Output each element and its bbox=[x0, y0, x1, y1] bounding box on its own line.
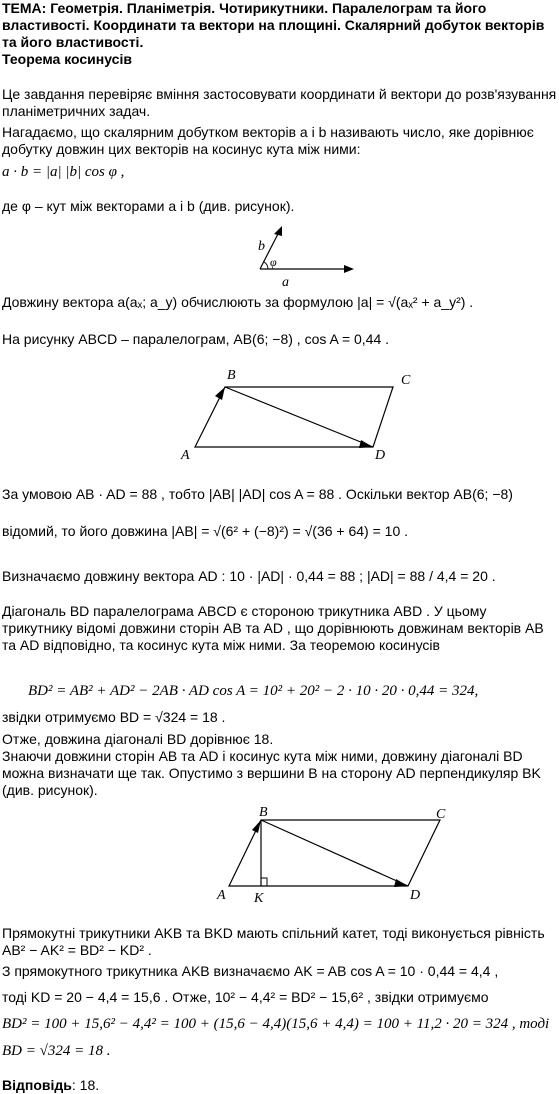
dot-product-definition: Нагадаємо, що скалярним добутком векторів a і b називають число, яке дорівнює добутку довжин цих векторів на косинус кута між ними: bbox=[2, 124, 534, 157]
fig3-vertex-b-label: B bbox=[259, 806, 268, 820]
intro-paragraph: Це завдання перевіряє вміння застосовувати координати й вектори до розв'язування планіметричних задач. bbox=[2, 86, 557, 119]
fig3-vertex-c-label: C bbox=[436, 807, 446, 822]
bd-result-line: звідки отримуємо BD = √324 = 18 . bbox=[2, 709, 226, 725]
bd-squared-formula: BD² = 100 + 15,6² − 4,4² = 100 + (15,6 − 4,4)(15,6 + 4,4) = 100 + 11,2 · 20 = 324 , тоді bbox=[2, 1016, 550, 1032]
dot-product-formula: a · b = |a| |b| cos φ , bbox=[2, 164, 125, 180]
answer-line bbox=[2, 1077, 557, 1094]
page-subtitle: Теорема косинусів bbox=[2, 51, 132, 67]
answer-label: Відповідь bbox=[2, 1077, 72, 1093]
page-title: ТЕМА: Геометрія. Планіметрія. Чотирикутники. Паралелограм та його властивості. Координати та вектори на площині. Скалярний добуток векторів та його властивості. bbox=[2, 0, 545, 50]
bd-conclusion-line: Отже, довжина діагоналі BD дорівнює 18. bbox=[2, 731, 274, 747]
parallelogram-statement: На рисунку ABCD – паралелограм, AB(6; −8) , cos A = 0,44 . bbox=[2, 331, 390, 347]
vertex-a-label: A bbox=[181, 448, 190, 462]
vector-angle-figure bbox=[230, 222, 370, 290]
phi-label: φ bbox=[270, 255, 277, 269]
bd-final-formula: BD = √324 = 18 . bbox=[2, 1043, 111, 1059]
answer-value: : 18. bbox=[71, 1077, 100, 1093]
ab-length-line: відомий, то його довжина |AB| = √(6² + (−8)²) = √(36 + 64) = 10 . bbox=[2, 523, 409, 539]
vertex-c-label: C bbox=[401, 373, 411, 388]
ak-computation-line: З прямокутного трикутника AKB визначаємо AK = AB cos A = 10 · 0,44 = 4,4 , bbox=[2, 963, 499, 979]
kd-computation-line: тоді KD = 20 − 4,4 = 15,6 . Отже, 10² − 4,4² = BD² − 15,6² , звідки отримуємо bbox=[2, 989, 489, 1005]
vertex-b-label: B bbox=[227, 368, 236, 383]
vertex-d-label: D bbox=[375, 448, 386, 462]
right-triangles-paragraph: Прямокутні трикутники AKB та BKD мають спільний катет, тоді виконується рівність AB² − AK² = BD² − KD² . bbox=[2, 925, 545, 958]
angle-note: де φ – кут між векторами a і b (див. рисунок). bbox=[2, 198, 295, 214]
condition-line: За умовою AB · AD = 88 , тобто |AB| |AD| cos A = 88 . Оскільки вектор AB(6; −8) bbox=[2, 486, 513, 502]
perpendicular-figure bbox=[215, 806, 460, 906]
vector-length-formula: Довжину вектора a(aₓ; a_y) обчислюють за формулою |a| = √(aₓ² + a_y²) . bbox=[2, 294, 474, 310]
fig3-vertex-a-label: A bbox=[217, 888, 226, 903]
cosine-theorem-paragraph: Діагональ BD паралелограма ABCD є стороною трикутника ABD . У цьому трикутнику відомі довжини сторін AB та AD , що дорівнюють довжинам векторів AB та AD відповідно, та косинус кута між ними. За теоремою косинусів bbox=[2, 603, 544, 653]
fig3-vertex-d-label: D bbox=[410, 888, 421, 903]
fig3-point-k-label: K bbox=[254, 891, 264, 906]
alternative-method-paragraph: Знаючи довжини сторін AB та AD і косинус кута між ними, довжину діагоналі BD можна визначати ще так. Опустимо з вершини B на сторону AD перпендикуляр BK (див. рисунок). bbox=[2, 748, 541, 798]
vector-b-label: b bbox=[258, 239, 265, 254]
cosine-theorem-formula: BD² = AB² + AD² − 2AB · AD cos A = 10² + 20² − 2 · 10 · 20 · 0,44 = 324, bbox=[28, 683, 479, 699]
ad-length-line: Визначаємо довжину вектора AD : 10 · |AD| · 0,44 = 88 ; |AD| = 88 / 4,4 = 20 . bbox=[2, 568, 496, 584]
vector-a-label: a bbox=[282, 275, 289, 290]
parallelogram-figure bbox=[175, 362, 415, 462]
